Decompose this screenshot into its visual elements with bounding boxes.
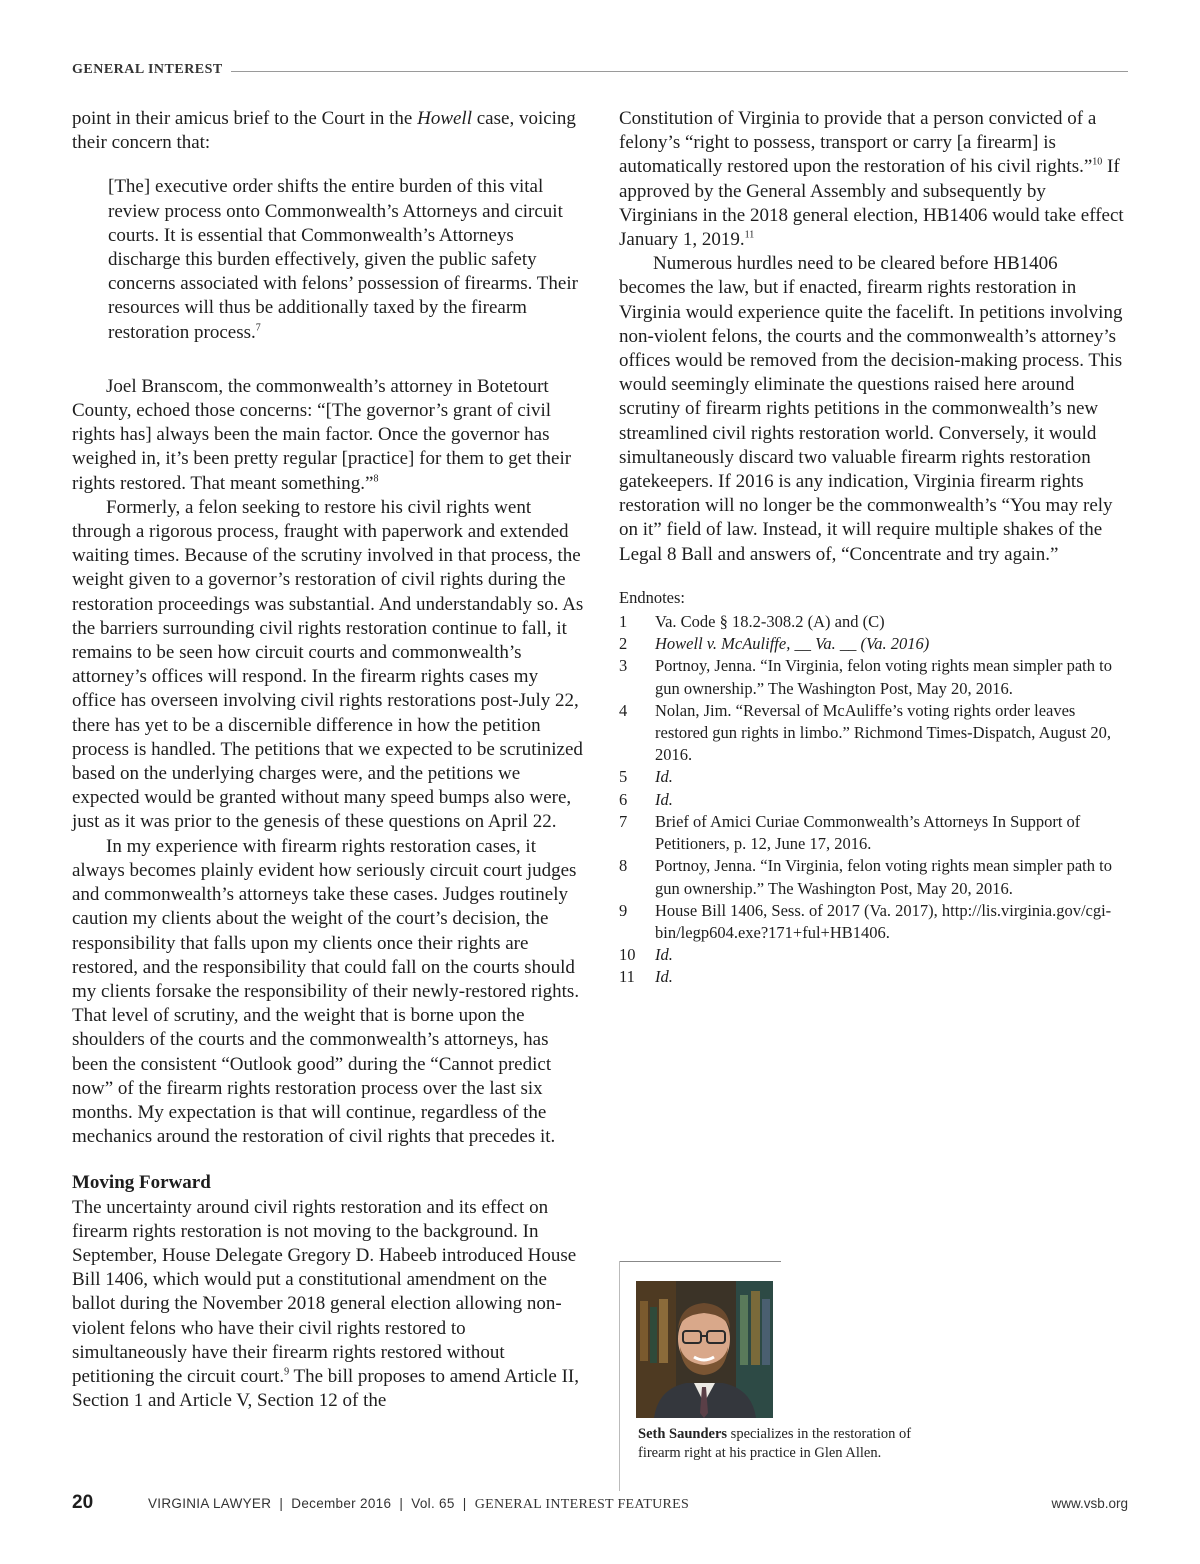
section-heading: Moving Forward	[72, 1172, 211, 1194]
footnote-ref[interactable]: 7	[255, 322, 261, 334]
bio-text: specializes in the restoration of firearm right at his practice in Glen Allen.	[638, 1426, 912, 1461]
endnotes-title: Endnotes:	[619, 587, 685, 607]
footnote-ref[interactable]: 11	[744, 229, 755, 241]
endnote-item	[619, 966, 1127, 988]
paragraph	[72, 375, 584, 496]
endnote-text: Brief of Amici Curiae Commonwealth’s Attorneys In Support of Petitioners, p. 12, June 17, 2016.	[655, 811, 1081, 854]
footnote-ref[interactable]: 8	[373, 473, 379, 485]
footnote-ref[interactable]: 10	[1092, 157, 1103, 169]
endnote-number: 9	[619, 900, 628, 920]
case-name: Howell	[417, 108, 472, 129]
endnote-item	[619, 766, 1127, 788]
endnote-number: 6	[619, 789, 628, 809]
section-header	[72, 60, 1128, 80]
endnote-text: Id.	[655, 967, 673, 987]
endnote-text: Va. Code § 18.2-308.2 (A) and (C)	[655, 612, 885, 632]
endnotes	[619, 587, 1127, 989]
footnote-ref[interactable]: 9	[284, 1366, 290, 1378]
endnote-text: Howell v. McAuliffe, __ Va. __ (Va. 2016)	[655, 634, 930, 654]
author-photo	[636, 1281, 773, 1418]
endnote-text: Nolan, Jim. “Reversal of McAuliffe’s voting rights order leaves restored gun rights in limbo.” Richmond Times-Dispatch, August 20, 2016.	[655, 700, 1112, 765]
publication-info: VIRGINIA LAWYER | December 2016 | Vol. 65 | GENERAL INTEREST FEATURES	[148, 1496, 690, 1512]
page-number: 20	[72, 1492, 94, 1513]
right-column	[619, 107, 1127, 989]
paragraph: In my experience with firearm rights restoration cases, it always becomes plainly evident how seriously circuit court judges and commonwealth’s attorneys take these cases. Judges routinely caution my clients about the weight of the court’s decision, the responsibility that falls upon my clients once their rights are restored, and the responsibility that could fall on the courts should my clients forsake the responsibility of their newly-restored rights. That level of scrutiny, and the weight that is borne upon the shoulders of the courts and the commonwealth’s attorneys, has been the consistent “Outlook good” during the “Cannot predict now” of the firearm rights restoration process over the last six months. My expectation is that will continue, regardless of the mechanics around the restoration of civil rights that precedes it.	[72, 835, 580, 1148]
section-label: GENERAL INTEREST	[72, 62, 223, 77]
text: case, voicing their concern that:	[72, 108, 576, 154]
endnote-number: 8	[619, 856, 628, 876]
magazine-title: VIRGINIA LAWYER	[148, 1496, 272, 1511]
endnote-text: Portnoy, Jenna. “In Virginia, felon voting rights mean simpler path to gun ownership.” The Washington Post, May 20, 2016.	[655, 856, 1112, 898]
endnote-text: Portnoy, Jenna. “In Virginia, felon voting rights mean simpler path to gun ownership.” The Washington Post, May 20, 2016.	[655, 656, 1112, 698]
endnote-number: 3	[619, 656, 628, 676]
paragraph: Formerly, a felon seeking to restore his civil rights went through a rigorous process, fraught with paperwork and extended waiting times. Because of the scrutiny involved in that process, the weight given to a governor’s restoration of civil rights during the restoration proceedings was substantial. And understandably so. As the barriers surrounding civil rights restoration continue to fall, it remains to be seen how circuit courts and commonwealth’s attorney’s offices will respond. In the firearm rights cases my office has overseen involving civil rights restorations post-July 22, there has yet to be a discernible difference in how the petition process is handled. The petitions that we expected to be scrutinized based on the underlying charges were, and the petitions we expected would be granted without many speed bumps also were, just as it was prior to the genesis of these questions on April 22.	[72, 496, 584, 833]
page-footer	[72, 1492, 1128, 1520]
endnote-number: 2	[619, 634, 628, 654]
block-quote	[108, 175, 578, 344]
endnote-item	[619, 655, 1127, 699]
paragraph	[619, 107, 1127, 252]
website-link[interactable]: www.vsb.org	[1051, 1496, 1128, 1511]
endnote-item	[619, 944, 1127, 966]
text: Constitution of Virginia to provide that a person convicted of a felony’s “right to possess, transport or carry [a firearm] is automatically restored upon the restoration of his civil rights.”	[619, 108, 1097, 178]
text: If approved by the General Assembly and subsequently by Virginians in the 2018 general election, HB1406 would take effect January 1, 2019.	[619, 156, 1124, 251]
endnote-text: Id.	[655, 789, 673, 809]
endnote-text: Id.	[655, 767, 673, 787]
endnote-item	[619, 700, 1127, 767]
text: Joel Branscom, the commonwealth’s attorney in Botetourt County, echoed those concerns: “[The governor’s grant of civil rights has] always been the main factor. Once the governor has weighed in, it’s been pretty regular [practice] for them to get their rights restored. That meant something.”	[72, 375, 572, 494]
issue-date: December 2016	[291, 1496, 392, 1511]
endnote-number: 11	[619, 967, 635, 987]
endnote-item	[619, 811, 1127, 855]
endnote-text: House Bill 1406, Sess. of 2017 (Va. 2017), http://lis.virginia.gov/cgi-bin/legp604.exe?171+ful+HB1406.	[655, 900, 1112, 942]
endnote-item	[619, 611, 1127, 633]
text: The bill proposes to amend Article II, Section 1 and Article V, Section 12 of the	[72, 1365, 579, 1412]
endnote-item	[619, 855, 1127, 899]
endnote-item	[619, 789, 1127, 811]
endnote-number: 4	[619, 700, 628, 720]
footer-section: GENERAL INTEREST FEATURES	[474, 1497, 690, 1512]
author-bio	[638, 1425, 948, 1463]
endnote-text: Id.	[655, 945, 673, 965]
bio-side-rule	[619, 1261, 620, 1491]
header-rule	[231, 71, 1128, 72]
paragraph	[72, 1196, 584, 1414]
endnote-item	[619, 900, 1127, 944]
endnote-list	[619, 611, 1127, 988]
endnote-number: 10	[619, 945, 636, 965]
paragraph	[72, 107, 584, 155]
paragraph: Numerous hurdles need to be cleared before HB1406 becomes the law, but if enacted, firearm rights restoration in Virginia would experience quite the facelift. In petitions involving non-violent felons, the courts and the commonwealth’s attorney’s offices would be removed from the decision-making process. This would seemingly eliminate the questions raised here around scrutiny of firearm rights petitions in the commonwealth’s new streamlined civil rights restoration world. Conversely, it would simultaneously discard two valuable firearm rights restoration gatekeepers. If 2016 is any indication, Virginia firearm rights restoration will no longer be the commonwealth’s “You may rely on it” field of law. Instead, it will require multiple shakes of the Legal 8 Ball and answers of, “Concentrate and try again.”	[619, 253, 1123, 565]
endnote-number: 1	[619, 612, 628, 632]
endnote-number: 7	[619, 811, 628, 831]
author-name: Seth Saunders	[638, 1426, 728, 1442]
text: point in their amicus brief to the Court in the	[72, 108, 418, 129]
bio-divider	[619, 1261, 781, 1262]
endnote-item	[619, 633, 1127, 655]
left-column	[72, 107, 584, 1413]
text: The uncertainty around civil rights restoration and its effect on firearm rights restoration is not moving to the background. In September, House Delegate Gregory D. Habeeb introduced House Bill 1406, which would put a constitutional amendment on the ballot during the November 2018 general election allowing non-violent felons who have their civil rights restored to simultaneously have their firearm rights restored without petitioning the circuit court.	[72, 1196, 577, 1387]
endnote-number: 5	[619, 767, 628, 787]
volume: Vol. 65	[411, 1496, 455, 1511]
quote-text: [The] executive order shifts the entire burden of this vital review process onto Commonwealth’s Attorneys and circuit courts. It is essential that Commonwealth’s Attorneys discharge this burden effectively, given the public safety concerns associated with felons’ possession of firearms. Their resources will thus be additionally taxed by the firearm restoration process.	[108, 176, 578, 343]
